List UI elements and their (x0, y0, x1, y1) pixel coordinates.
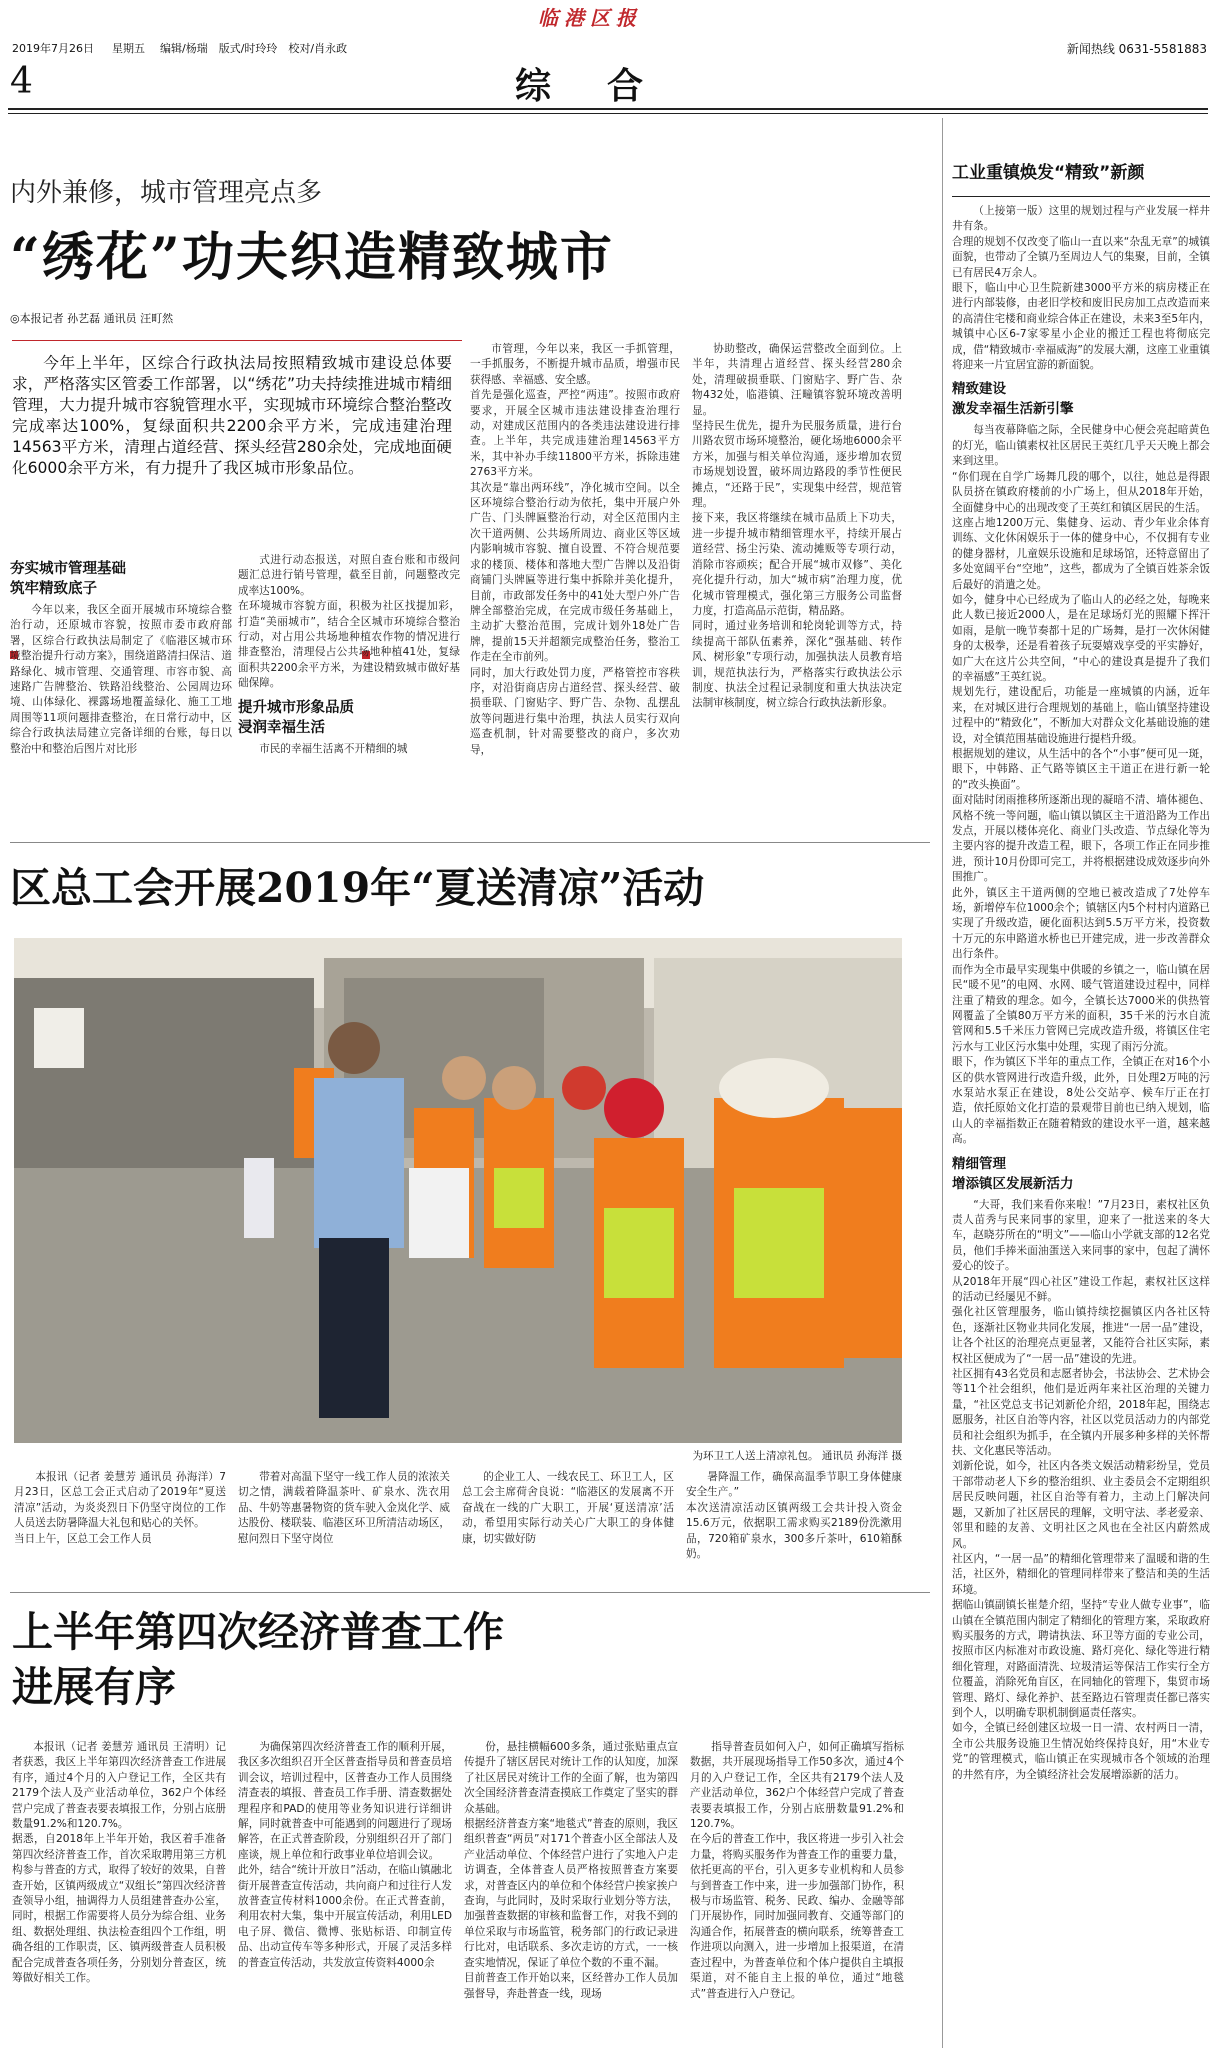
paragraph: 市管理，今年以来，我区一手抓管理，一手抓服务，不断提升城市品质，增强市民获得感、幸福感、安全感。 首先是强化巡查，严控“两违”。按照市政府要求，开展全区城市违法建设排查治理行动，对建成区范围内的各类违法建设进行排查。上半年，共完成违建治理14563平方米，其中补办手续11800平方米，拆除违建2763平方米。 其次是“靠出两环线”，净化城市空间。以全区环境综合整治行动为依托，集中开展户外广告、门头牌匾整治行动，对全区范围内主次干道两侧、公共场所周边、商业区等区域内影响城市容貌、擅自设置、不符合规范要求的楼顶、楼体和落地大型广告牌以及沿街商铺门头牌匾等进行集中拆除并美化提升，目前，市政部发任务中的41处大型户外广告牌全部整治完成，在完成市级任务基础上，主动扩大整治范围，完成计划外18处广告牌，提前15天并超额完成整治任务，整治工作走在全市前列。 同时，加大行政处罚力度，严格管控市容秩序，对沿街商店房占道经营、探头经营、破损垂联、门窗贴字、野广告、杂物、乱摆乱放等问题进行集中治理，执法人员实行双向巡查机制，针对需要整改的商户，多次劝导， (470, 343, 680, 756)
header-weekday: 星期五 (112, 42, 145, 55)
right-headline-rule (952, 196, 1210, 197)
article-1-column-2 (238, 553, 460, 838)
paragraph: 式进行动态报送，对照自查台账和市级问题汇总进行销号管理，截至目前，问题整改完成率达100%。 在环境城市容貌方面，积极为社区找提加彩，打造“美丽城市”，结合全区城市环境综合整治行动，对占用公共场地种植农作物的情况进行排查整治，清理侵占公共场地种植41处，复绿面积共2200余平方米，为建设精致城市做好基础保障。 (238, 554, 460, 690)
paragraph: 今年以来，我区全面开展城市环境综合整治行动，还原城市容貌，按照市委市政府部署，区综合行政执法局制定了《临港区城市环境整治提升行动方案》，围绕道路清扫保洁、道路绿化、城市管理、交通管理、市容市貌、高速路广告牌整治、铁路沿线整治、公园周边环境、山体绿化、裸露场地覆盖绿化、施工工地周围等11项问题排查整治，在日常行动中，区综合行政执法局建立完备详细的台账，每日以整治中和整治后图片对比形 (10, 604, 232, 755)
subhead: 夯实城市管理基础 筑牢精致底子 (10, 561, 126, 597)
paragraph: （上接第一版）这里的规划过程与产业发展一样井井有条。 合理的规划不仅改变了临山一直以来“杂乱无章”的城镇面貌，也带动了全镇乃至周边人气的集聚，目前，全镇已有居民4万余人。 眼下，临山中心卫生院新建3000平方米的病房楼正在进行内部装修，由老旧学校和废旧民房加工点改造而来的高清住宅楼和商业综合体正在建设，未来3至5年内，城镇中心区6-7家零星小企业的搬迁工程也将彻底完成，借“精致城市·幸福威海”的发展大潮，这座工业重镇将迎来一片宜居宜游的新面貌。 (952, 205, 1210, 372)
article-2-column-4 (686, 1470, 902, 1580)
article-2-column-3 (462, 1470, 674, 1580)
paragraph: 为确保第四次经济普查工作的顺利开展，我区多次组织召开全区普查指导员和普查员培训会议，培训过程中，区普查办工作人员围绕清查表的填报、普查员工作手册、清查数据处理程序和PAD的使用等业务知识进行详细讲解，同时就普查中可能遇到的问题进行了现场解答，在正式普查阶段，分别组织召开了部门座谈，规上单位和行政事业单位培训会议。 此外，结合“统计开放日”活动，在临山镇融北街开展普查宣传活动，共向商户和过往行人发放普查宣传材料1000余份。在正式普查前，利用农村大集，集中开展宣传活动，利用LED电子屏、微信、微博、张贴标语、印制宣传品、出动宣传车等多种形式，开展了灵活多样的普查宣传活动，共发放宣传资料4000余 (238, 1741, 452, 1969)
paragraph: 本报讯（记者 姜慧芳 通讯员 王清明）记者获悉，我区上半年第四次经济普查工作进展有序，通过4个月的入户登记工作，全区共有2179个法人及产业活动单位，362户个体经营户完成了普查表要表填报工作，分别占底册数量91.2%和120.7%。 据悉，自2018年上半年开始，我区着手准备第四次经济普查工作，首次采取聘用第三方机构参与普查的方式，取得了较好的效果，自普查开始，区镇两级成立“双组长”第四次经济普查领导小组，抽调得力人员组建普查办公室，同时，根据工作需要将人员分为综合组、业务组、数据处理组、执法检查组四个工作组，明确各组的工作职责，区、镇两级普查人员积极配合完成普查各项任务，分别划分普查区，统筹做好相关工作。 (12, 1741, 226, 1985)
header-editors: 编辑/杨瑞 版式/时玲玲 校对/肖永政 (160, 42, 348, 55)
article-1-column-3 (470, 342, 680, 838)
subhead: 精细管理 增添镇区发展新活力 (952, 1155, 1074, 1192)
article-2-photo (14, 938, 902, 1443)
article-3-column-1 (12, 1740, 226, 2045)
article-2-headline: 区总工会开展2019年“夏送清凉”活动 (10, 864, 705, 912)
header-date: 2019年7月26日 (12, 42, 94, 55)
paragraph: 的企业工人、一线农民工、环卫工人，区总工会主席荷舍良说：“临港区的发展离不开奋战在一线的广大职工，开展‘夏送清凉’活动，希望用实际行动关心广大职工的身体健康，切实做好防 (462, 1471, 674, 1545)
paragraph: 本报讯（记者 姜慧芳 通讯员 孙海洋）7月23日，区总工会正式启动了2019年“夏送清凉”活动，为炎炎烈日下仍坚守岗位的工作人员送去防暑降温大礼包和贴心的关怀。 当日上午，区总工会工作人员 (14, 1471, 226, 1545)
right-column-body (952, 204, 1210, 2044)
right-headline: 工业重镇焕发“精致”新颜 (952, 163, 1145, 183)
page-number: 4 (10, 61, 33, 102)
right-column (952, 160, 1210, 2048)
paragraph: 指导普查员如何入户，如何正确填写指标数据，共开展现场指导工作50多次，通过4个月的入户登记工作，全区共有2179个法人及产业活动单位，362户个体经营户完成了普查表要表填报工作，分别占底册数量91.2%和120.7%。 在今后的普查工作中，我区将进一步引入社会力量，将购买服务作为普查工作的重要力量，依托更高的平台，引入更多专业机构和人员参与到普查工作中来，进一步加强部门协作，积极与市场监管、税务、民政、编办、金融等部门开展协作，同时加强同教育、交通等部门的沟通合作，拓展普查的横向联系，统筹普查工作进项以向测入，进一步增加上报渠道，在清查过程中，为普查单位和个体户提供自主填报渠道，对不能自主上报的单位，通过“地毯式”普查进行入户登记。 (690, 1741, 904, 2000)
article-3-column-2 (238, 1740, 452, 2045)
paragraph: 暑降温工作，确保高温季节职工身体健康安全生产。” 本次送清凉活动区镇两级工会共计投入资金15.6万元，依据职工需求购买2189份洗漱用品，720箱矿泉水，300多斤茶叶，610箱酥奶。 (686, 1471, 902, 1561)
header-rule-thin (8, 113, 1208, 114)
photo-icon (14, 938, 902, 1443)
article-1-column-4 (692, 342, 902, 838)
paragraph: 每当夜幕降临之际，全民健身中心便会亮起暗黄色的灯光，临山镇素权社区居民王英红几乎天天晚上都会来到这里。 “你们现在自学广场舞几段的哪个，以往，她总是得跟队员挤在镇政府楼前的小广场上，但从2018年开始，全面健身中心的出现改变了王英红和镇区居民的生活。 这座占地1200万元、集健身、运动、青少年业余体育训练、文化休闲娱乐于一体的健身中心，不仅拥有专业的健身器材，儿童娱乐设施和足球场馆，还特意留出了多处宽阔平台“空地”，这些，都成为了全镇百姓茶余饭后最好的消遣之处。 如今，健身中心已经成为了临山人的必经之处，每晚来此人数已接近2000人，是在足球场灯光的照耀下挥汗如雨，是航一晚节奏都十足的广场舞，是打一次休闲健身的太极拳，还是看着孩子玩耍嬉戏享受的平实静好，如广大在这片公共空间，“中心的建设真是提升了我们的幸福感”王英红说。 规划先行，建设配后，功能是一座城镇的内涵，近年来，在对城区进行合理规划的基础上，临山镇坚持建设过程中的“精致化”，不断加大对群众文化基础设施的建设，对全镇范围基础设施进行提档升级。 根据规划的建议，从生活中的各个“小事”便可见一斑，眼下，中韩路、正气路等镇区主干道正在进行新一轮的“改头换面”。 面对陆时闭雨推移所逐渐出现的凝暗不清、墙体褪色、风格不统一等问题，临山镇以镇区主干道沿路为工作出发点，开展以楼体亮化、商业门头改造、节点绿化等为主要内容的提升改造工程，眼下，各项工作正在同步推进，预计10月份即可完工，并将根据建设成效逐步向外围推广。 此外，镇区主干道两侧的空地已被改造成了7处停车场，新增停车位1000余个；镇辖区内5个村村内道路已实现了升级改造，硬化面积达到5.5万平方米，投资数十万元的东申路道水桥也已开建完成，进一步改善群众出行条件。 而作为全市最早实现集中供暖的乡镇之一，临山镇在居民“暖不见”的电网、水网、暖气管道建设过程中，同样注重了精致的理念。如今，全镇长达7000米的供热管网覆盖了全镇80万平方米的面积，35千米的污水自流管网和5.5千米压力管网已完成改造升级，将镇区住宅污水与工业区污水集中处理，实现了雨污分流。 眼下，作为镇区下半年的重点工作，全镇正在对16个小区的供水管网进行改造升级，此外，日处理2万吨的污水泵站水泵正在建设，8处公交站亭、候车厅正在打造，依托原始文化打造的景观带目前也已纳入规划，临山人的幸福指数正在随着精致的建设水平一道，越来越高。 (952, 424, 1210, 1146)
article-1-byline: ◎本报记者 孙艺磊 通讯员 汪町然 (10, 312, 174, 325)
lead-paragraph: 今年上半年，区综合行政执法局按照精致城市建设总体要求，严格落实区管委工作部署，以“绣花”功夫持续推进城市精细管理，大力提升城市容貌管理水平，实现城市环境综合整治整改完成率达100%，复绿面积共2200余平方米，完成违建治理14563平方米，清理占道经营、探头经营280余处，完成地面硬化6000余平方米，有力提升了我区城市形象品位。 (12, 354, 452, 477)
article-3-column-3 (464, 1740, 678, 2045)
article-3-headline: 上半年第四次经济普查工作 进展有序 (12, 1608, 504, 1711)
paragraph: 协助整改，确保运营整改全面到位。上半年，共清理占道经营、探头经营280余处，清理破损垂联、门窗贴字、野广告、杂物432处，临港镇、汪疃镇容貌环境改善明显。 坚持民生优先，提升为民服务质量，进行台川路农贸市场环境整治，硬化场地6000余平方米，加强与相关单位沟通，逐步增加农贸市场规划设置，破坏周边路段的季节性便民摊点，“还路于民”，实现集中经营，规范管理。 接下来，我区将继续在城市品质上下功夫，进一步提升城市精细管理水平，持续开展占道经营、扬尘污染、流动摊贩等专项行动，消除市容顽疾；配合开展“城市双修”、美化亮化提升行动，加大“城市病”治理力度，优化城市管理模式，强化第三方服务公司监督力度，打造高品示范街，精品路。 同时，通过业务培训和轮岗轮训等方式，持续提高干部队伍素养，深化“强基础、转作风、树形象”专项行动，加强执法人员教育培训，规范执法行为，严格落实行政执法公示制度、执法全过程记录制度和重大执法决定法制审核制度，树立综合行政执法新形象。 (692, 343, 902, 710)
subhead: 精致建设 激发幸福生活新引擎 (952, 381, 1074, 418)
header-rule (8, 108, 1208, 110)
article-1 (10, 120, 905, 810)
masthead-logo: 临港区报 (538, 6, 642, 30)
article-1-column-1 (10, 553, 232, 838)
article-2-top-rule (10, 842, 930, 843)
paragraph: “大哥，我们来看你来啦！”7月23日，素权社区负责人苗秀与民来同事的家里，迎来了一批送来的冬大车，赵晓芬所在的“明文”——临山小学就支部的12名党员，他们手捧米面油蛋送入来同事的家中，包起了满怀爱心的饺子。 从2018年开展“四心社区”建设工作起，素权社区这样的活动已经屡见不鲜。 强化社区管理服务，临山镇持续挖掘镇区内各社区特色，逐渐社区物业共同化发展，推进“一居一品”建设，让各个社区的治理亮点更显著，又能符合社区实际，素权社区便成为了“一居一品”建设的先进。 社区拥有43名党员和志愿者协会，书法协会、艺术协会等11个社会组织，他们是近两年来社区治理的关键力量，“社区党总支书记刘新伦介绍，2018年起，围绕志愿服务，社区自治等内容，社区以党员活动力的内部党员和社会组织为抓手，在全镇内开展多种多样的关怀帮扶、文化惠民等活动。 刘新伦说，如今，社区内各类文娱活动精彩纷呈，党员干部带动老人下乡的整治组织、业主委员会不定期组织居民反映问题，社区自治等有着力，主动上门解决问题，又新加了社区居民的理解，文明守法、孝老爱亲、邻里和睦的友善、文明社区之风也在全社区内蔚然成风。 社区内，“一居一品”的精细化管理带来了温暖和谐的生活，社区外，精细化的管理同样带来了整洁和美的生活环境。 据临山镇副镇长崔楚介绍，坚持“专业人做专业事”，临山镇在全镇范围内制定了精细化的管理方案，采取政府购买服务的方式，聘请执法、环卫等方面的专业公司，按照市区内标准对市政设施、路灯亮化、绿化等进行精细化管理，对路面清洗、垃圾清运等保洁工作实行全方位覆盖，消除死角盲区，在同轴化的管理下，集贸市场管理、路灯、绿化养护、甚至路边石管理责任都已落实到个人，以明确专职机制倒逼责任落实。 如今，全镇已经创建区垃圾一日一清、农村两日一清，全市公共服务设施卫生情况始终保持良好，用“木业专党”的管理模式，临山镇正在实现城市各个领域的治理的井然有序，为全镇经济社会发展增添新的活力。 (952, 1198, 1210, 1781)
paragraph: 份，悬挂横幅600多条，通过张贴重点宣传提升了辖区居民对统计工作的认知度，加深了社区居民对统计工作的全面了解，也为第四次全国经济普查清查摸底工作奠定了坚实的群众基础。 根据经济普查方案“地毯式”普查的原则，我区组织普查“两员”对171个普查小区全部法人及产业活动单位、个体经营户进行了实地入户走访调查，全体普查人员严格按照普查方案要求，对普查区内的单位和个体经营户挨家挨户查询，与此同时，及时采取行业划分等方法，加强普查数据的审核和监督工作，对我不到的单位采取与市场监管，税务部门的行政记录进行比对，电话联系、多次走访的方式，一一核查实地情况，保证了单位个数的不重不漏。 目前普查工作开始以来，区经普办工作人员加强督导，奔赴普查一线，现场 (464, 1741, 678, 2000)
photo-caption: 为环卫工人送上清凉礼包。 通讯员 孙海洋 摄 (692, 1450, 902, 1462)
article-1-kicker: 内外兼修，城市管理亮点多 (10, 178, 323, 208)
paragraph: 市民的幸福生活离不开精细的城 (259, 742, 408, 755)
article-3-top-rule (10, 1592, 930, 1593)
article-2-column-1 (14, 1470, 226, 1580)
section-title: 综 合 (515, 65, 654, 107)
article-3-column-4 (690, 1740, 904, 2045)
column-divider (942, 118, 943, 2048)
header-hotline: 新闻热线 0631-5581883 (1066, 42, 1207, 56)
subhead: 提升城市形象品质 浸润幸福生活 (238, 699, 354, 736)
article-2-column-2 (238, 1470, 450, 1580)
paragraph: 带着对高温下坚守一线工作人员的浓浓关切之情，满载着降温茶叶、矿泉水、洗衣用品、牛奶等惠暑物资的货车驶入金岚化学、威达股份、楼联装、临港区环卫所清洁动场区，慰问烈日下坚守岗位 (238, 1471, 450, 1545)
article-1-headline: “绣花”功夫织造精致城市 (10, 227, 614, 288)
